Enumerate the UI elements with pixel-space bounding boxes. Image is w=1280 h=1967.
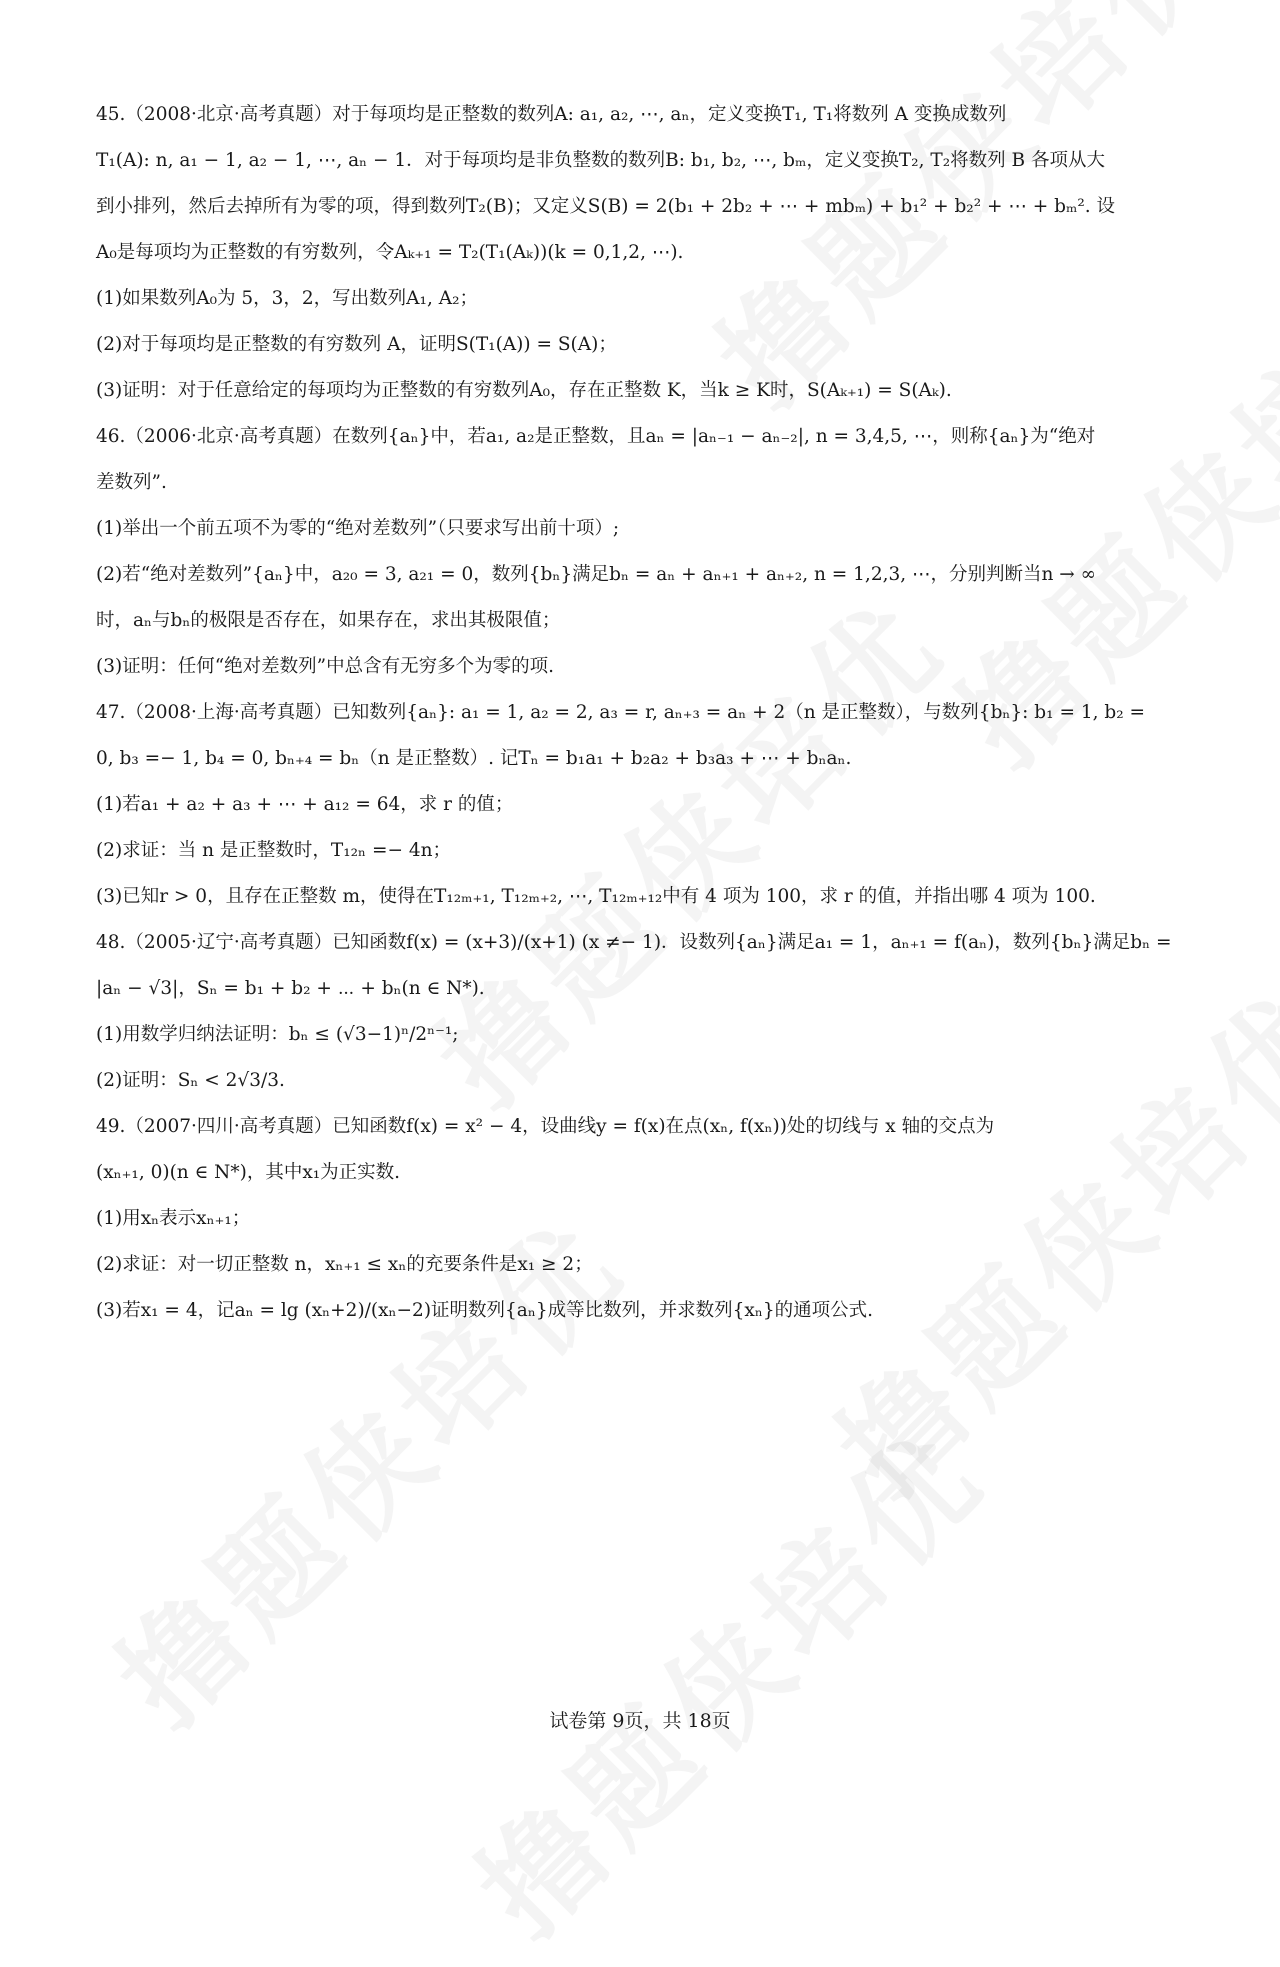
problem-line: 49.（2007·四川·高考真题）已知函数f(x) = x² − 4，设曲线y = f(x)在点(xₙ, f(xₙ))处的切线与 x 轴的交点为 (96, 1116, 995, 1137)
problem-line: 时，aₙ与bₙ的极限是否存在，如果存在，求出其极限值； (96, 610, 561, 631)
problem-line: A₀是每项均为正整数的有穷数列，令Aₖ₊₁ = T₂(T₁(Aₖ))(k = 0,1,2, ⋯). (96, 242, 684, 263)
problem-line: 46.（2006·北京·高考真题）在数列{aₙ}中，若a₁, a₂是正整数，且aₙ = |aₙ₋₁ − aₙ₋₂|, n = 3,4,5, ⋯，则称{aₙ}为“绝对 (96, 426, 1096, 447)
problem-line: (3)证明：对于任意给定的每项均为正整数的有穷数列A₀，存在正整数 K，当k ≥ K时，S(Aₖ₊₁) = S(Aₖ). (96, 380, 952, 401)
problem-line: T₁(A): n, a₁ − 1, a₂ − 1, ⋯, aₙ − 1．对于每项均是非负整数的数列B: b₁, b₂, ⋯, bₘ，定义变换T₂, T₂将数列 B 各项从大 (96, 150, 1105, 171)
problem-line: (1)用数学归纳法证明：bₙ ≤ (√3−1)ⁿ/2ⁿ⁻¹; (96, 1024, 459, 1045)
problem-line: 45.（2008·北京·高考真题）对于每项均是正整数的数列A: a₁, a₂, ⋯, aₙ，定义变换T₁, T₁将数列 A 变换成数列 (96, 104, 1007, 125)
page-footer: 试卷第 9页，共 18页 (549, 1710, 731, 1732)
problem-line: (2)若“绝对差数列”{aₙ}中，a₂₀ = 3, a₂₁ = 0，数列{bₙ}满足bₙ = aₙ + aₙ₊₁ + aₙ₊₂, n = 1,2,3, ⋯，分别判断当n → ∞ (96, 564, 1097, 585)
problem-line: 差数列”. (96, 472, 167, 493)
problem-45 (96, 92, 1208, 414)
problem-line: (xₙ₊₁, 0)(n ∈ N*)，其中x₁为正实数. (96, 1162, 401, 1183)
watermark (434, 1385, 1015, 1966)
problem-line: 47.（2008·上海·高考真题）已知数列{aₙ}: a₁ = 1, a₂ = 2, a₃ = r, aₙ₊₃ = aₙ + 2（n 是正整数），与数列{bₙ}: b₁ = 1, b₂ = (96, 702, 1145, 723)
problem-line: (2)证明：Sₙ < 2√3/3. (96, 1070, 285, 1091)
problem-47 (96, 690, 1208, 920)
problem-line: 0, b₃ =− 1, b₄ = 0, bₙ₊₄ = bₙ（n 是正整数）. 记Tₙ = b₁a₁ + b₂a₂ + b₃a₃ + ⋯ + bₙaₙ. (96, 748, 852, 769)
problem-line: (1)用xₙ表示xₙ₊₁； (96, 1208, 251, 1229)
problem-46 (96, 414, 1208, 690)
problem-line: (3)若x₁ = 4，记aₙ = lg (xₙ+2)/(xₙ−2)证明数列{aₙ}成等比数列，并求数列{xₙ}的通项公式. (96, 1300, 873, 1321)
problem-line: |aₙ − √3|，Sₙ = b₁ + b₂ + ⋯ + bₙ(n ∈ N*). (96, 978, 485, 999)
problem-line: (1)若a₁ + a₂ + a₃ + ⋯ + a₁₂ = 64，求 r 的值； (96, 794, 514, 815)
problem-line: (3)证明：任何“绝对差数列”中总含有无穷多个为零的项. (96, 656, 555, 677)
problem-49 (96, 1104, 1208, 1334)
exam-content (96, 92, 1208, 1334)
problem-48 (96, 920, 1208, 1104)
problem-line: (3)已知r > 0，且存在正整数 m，使得在T₁₂ₘ₊₁, T₁₂ₘ₊₂, ⋯, T₁₂ₘ₊₁₂中有 4 项为 100，求 r 的值，并指出哪 4 项为 100. (96, 886, 1096, 907)
problem-line: (1)如果数列A₀为 5，3，2，写出数列A₁, A₂； (96, 288, 478, 309)
problem-line: (2)求证：对一切正整数 n，xₙ₊₁ ≤ xₙ的充要条件是x₁ ≥ 2； (96, 1254, 593, 1275)
problem-line: 48.（2005·辽宁·高考真题）已知函数f(x) = (x+3)/(x+1) (x ≠− 1)．设数列{aₙ}满足a₁ = 1，aₙ₊₁ = f(aₙ)，数列{bₙ}满足bₙ = (96, 932, 1172, 953)
problem-line: 到小排列，然后去掉所有为零的项，得到数列T₂(B)；又定义S(B) = 2(b₁ + 2b₂ + ⋯ + mbₘ) + b₁² + b₂² + ⋯ + bₘ². 设 (96, 196, 1116, 217)
problem-line: (2)对于每项均是正整数的有穷数列 A，证明S(T₁(A)) = S(A)； (96, 334, 617, 355)
problem-line: (2)求证：当 n 是正整数时，T₁₂ₙ =− 4n； (96, 840, 452, 861)
problem-line: (1)举出一个前五项不为零的“绝对差数列”（只要求写出前十项）; (96, 518, 620, 539)
